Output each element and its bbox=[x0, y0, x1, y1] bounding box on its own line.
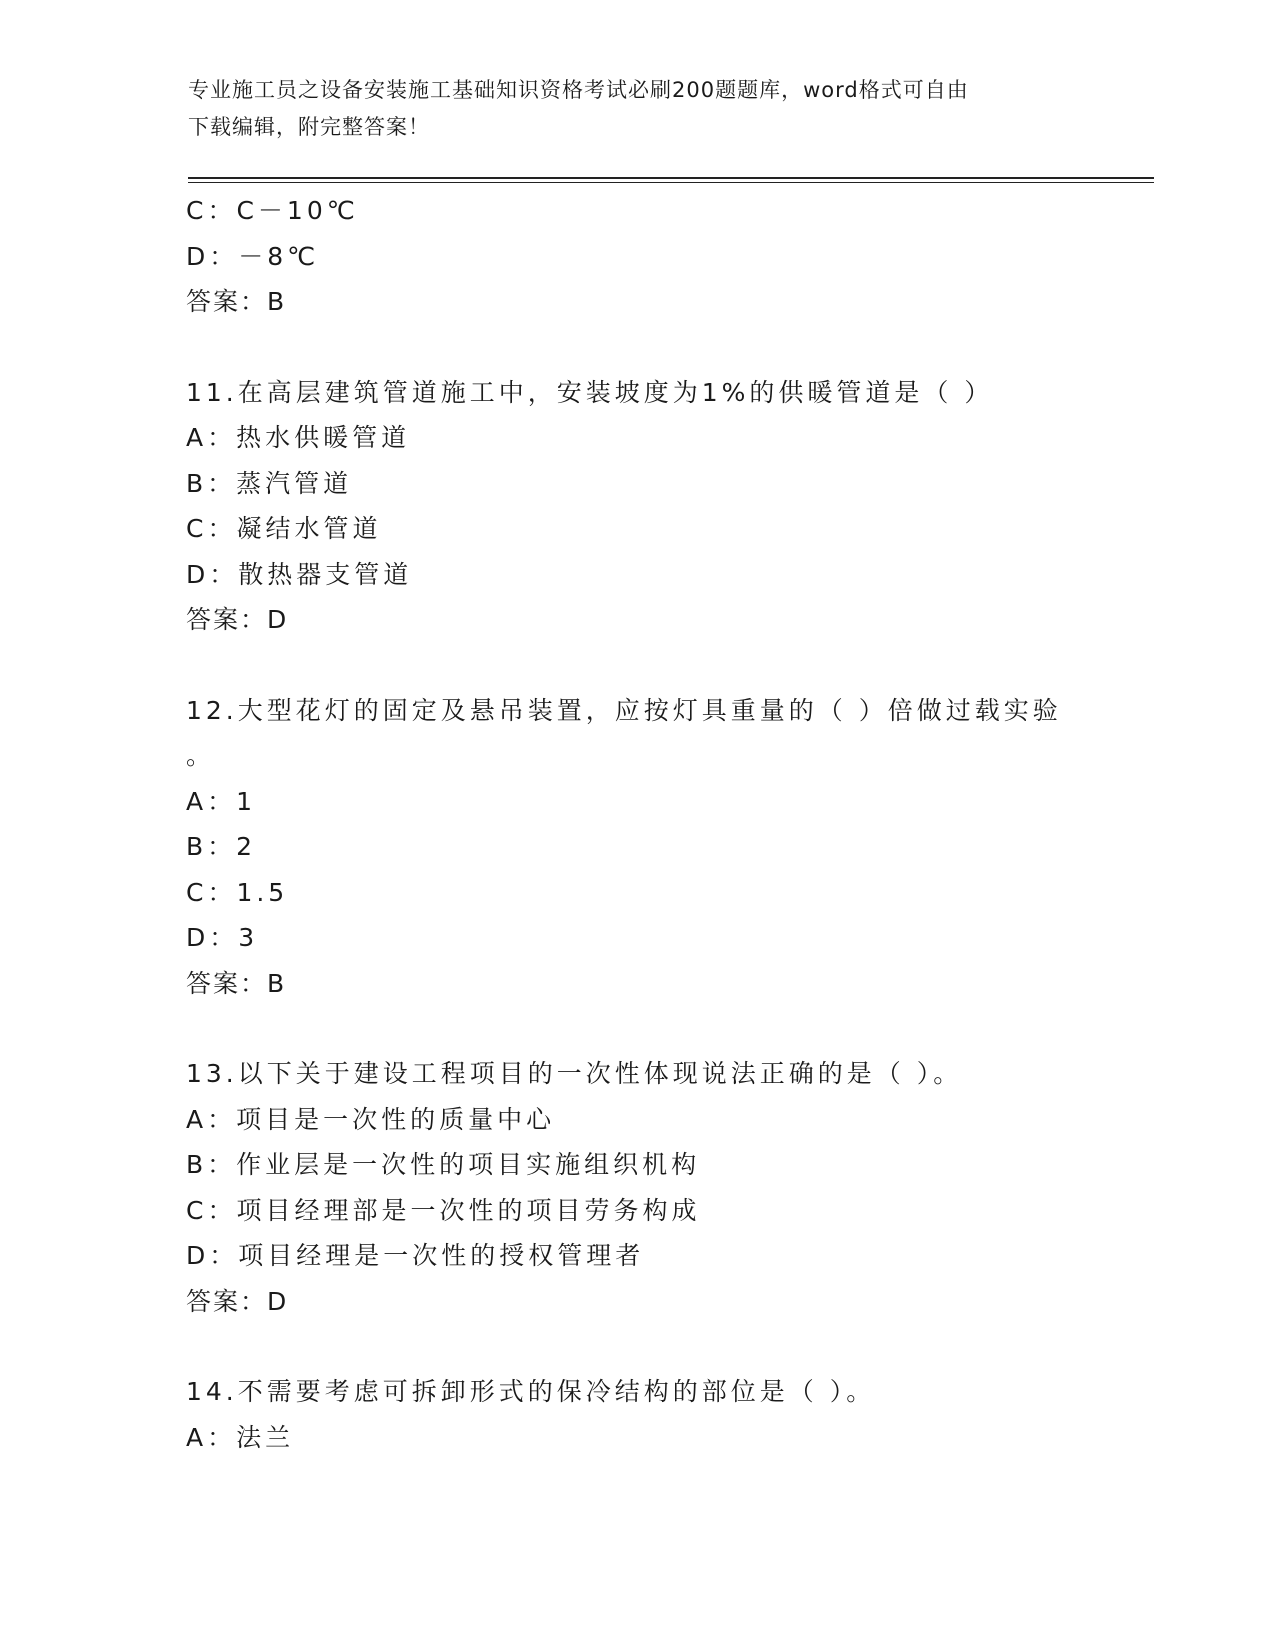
answer-line: 答案：B bbox=[186, 287, 287, 316]
question-11 bbox=[186, 370, 1156, 643]
header-line-2: 下载编辑，附完整答案！ bbox=[188, 115, 430, 139]
question-14 bbox=[186, 1369, 1156, 1460]
question-title: 14.不需要考虑可拆卸形式的保冷结构的部位是（ ）。 bbox=[186, 1377, 876, 1406]
option-d: D：散热器支管道 bbox=[186, 559, 413, 589]
option-b: B：2 bbox=[186, 832, 257, 861]
option-c: C：项目经理部是一次性的项目劳务构成 bbox=[186, 1195, 701, 1225]
option-c: C：1.5 bbox=[186, 877, 289, 907]
prev-question-block bbox=[186, 188, 1156, 325]
option-b: B：蒸汽管道 bbox=[186, 468, 353, 498]
option-a: A：项目是一次性的质量中心 bbox=[186, 1104, 556, 1134]
answer-line: 答案：D bbox=[186, 1286, 289, 1316]
answer-line: 答案：D bbox=[186, 605, 289, 634]
document-header bbox=[188, 72, 1088, 146]
option-d: D：项目经理是一次性的授权管理者 bbox=[186, 1241, 645, 1270]
question-13 bbox=[186, 1051, 1156, 1324]
option-c: C：C－10℃ bbox=[186, 196, 359, 225]
question-title: 12.大型花灯的固定及悬吊装置，应按灯具重量的（ ）倍做过载实验 bbox=[186, 695, 1062, 725]
question-title: 11.在高层建筑管道施工中，安装坡度为1%的供暖管道是（ ） bbox=[186, 377, 994, 407]
question-title: 13.以下关于建设工程项目的一次性体现说法正确的是（ ）。 bbox=[186, 1059, 963, 1088]
option-d: D：－8℃ bbox=[186, 241, 320, 271]
option-a: A：热水供暖管道 bbox=[186, 423, 411, 452]
question-title-continuation: 。 bbox=[186, 741, 216, 770]
header-rule-thin bbox=[188, 182, 1154, 183]
header-rule-thick bbox=[188, 177, 1154, 179]
option-c: C：凝结水管道 bbox=[186, 514, 382, 543]
question-12 bbox=[186, 688, 1156, 1007]
option-a: A：法兰 bbox=[186, 1422, 295, 1452]
answer-line: 答案：B bbox=[186, 968, 287, 998]
option-d: D：3 bbox=[186, 923, 259, 952]
option-a: A：1 bbox=[186, 786, 257, 816]
option-b: B：作业层是一次性的项目实施组织机构 bbox=[186, 1150, 701, 1179]
header-line-1: 专业施工员之设备安装施工基础知识资格考试必刷200题题库，word格式可自由 bbox=[188, 78, 969, 102]
document-body bbox=[186, 188, 1156, 1460]
